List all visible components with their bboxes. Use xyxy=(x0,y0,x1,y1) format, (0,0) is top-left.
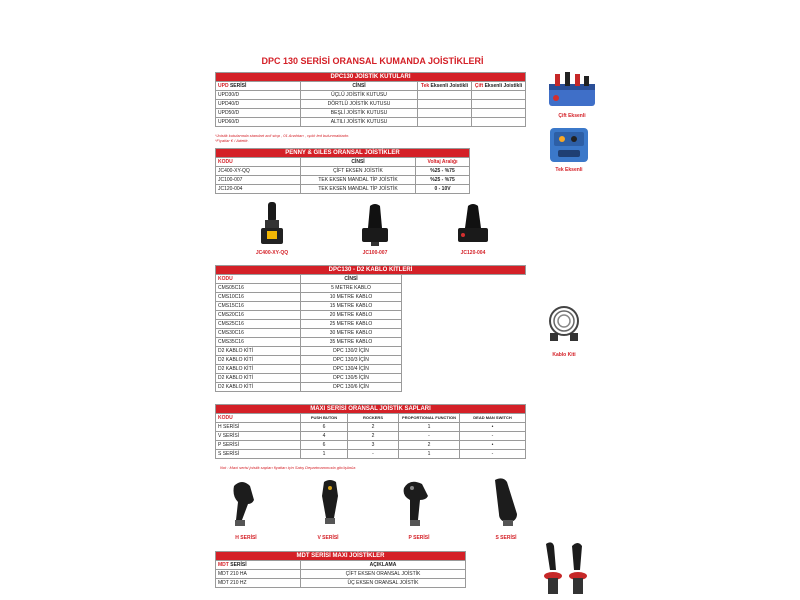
h-series-handle-image xyxy=(228,478,264,528)
caption-double-axis: Çift Eksenli xyxy=(558,113,586,119)
mdt-table-header: MDT SERİSİ MAXI JOİSTİKLER xyxy=(216,552,466,561)
pg-table-header: PENNY & GILES ORANSAL JOİSTİKLER xyxy=(216,149,470,158)
caption-jc400: JC400-XY-QQ xyxy=(255,250,289,256)
caption-s-series: S SERİSİ xyxy=(495,535,517,541)
caption-p-series: P SERİSİ xyxy=(408,535,430,541)
p-series-handle-image xyxy=(400,478,436,528)
table-row: V SERİSİ 4 2 - - xyxy=(216,432,526,441)
table-row: D2 KABLO KİTİ DPC 130/3 İÇİN xyxy=(216,356,526,365)
cable-table-header: DPC130 - D2 KABLO KİTLERİ xyxy=(216,266,526,275)
jc400-joystick-image xyxy=(257,200,287,248)
upd-col-code: UPD SERİSİ xyxy=(216,82,301,91)
maxi-note: Not : Maxi serisi joistik sapları fiyatları için Satış Departmanımızla görüşünüz. xyxy=(220,465,357,470)
table-row: CMS35C16 35 METRE KABLO xyxy=(216,338,526,347)
s-series-handle-image xyxy=(487,476,523,528)
maxi-col-code: KODU xyxy=(216,414,301,423)
table-row: UPD50/D BEŞLİ JOİSTİK KUTUSU xyxy=(216,109,526,118)
double-axis-joystick-box-image xyxy=(546,70,598,110)
table-row: CMS05C16 5 METRE KABLO xyxy=(216,284,526,293)
table-row: MDT 210 HA ÇİFT EKSEN ORANSAL JOİSTİK xyxy=(216,570,466,579)
v-series-handle-image xyxy=(316,478,344,528)
upd-col-double: Çift Eksenli Joistikli xyxy=(471,82,525,91)
upd-note-1: *Joistik kutularında standart acil stop , 01 Anahtarı , ışıklı led bulunmaktadır. xyxy=(215,133,350,138)
table-row: D2 KABLO KİTİ DPC 130/2 İÇİN xyxy=(216,347,526,356)
mdt-col-desc: AÇIKLAMA xyxy=(301,561,466,570)
table-row: D2 KABLO KİTİ DPC 130/4 İÇİN xyxy=(216,365,526,374)
cable-table xyxy=(215,265,526,392)
maxi-col-dead: DEAD MAN SWITCH xyxy=(460,414,526,423)
cable-col-code: KODU xyxy=(216,275,301,284)
caption-h-series: H SERİSİ xyxy=(235,535,257,541)
maxi-col-rockers: ROCKERS xyxy=(348,414,399,423)
caption-jc100: JC100-007 xyxy=(362,250,388,256)
table-row: JC120-004 TEK EKSEN MANDAL TİP JOİSTİK 0 - 10V xyxy=(216,185,470,194)
upd-note-2: *Fiyatlar € / Adettir. xyxy=(215,138,249,143)
table-row: JC100-007 TEK EKSEN MANDAL TİP JOİSTİK %25 - %75 xyxy=(216,176,470,185)
table-row: CMS20C16 20 METRE KABLO xyxy=(216,311,526,320)
upd-table-header: DPC130 JOİSTİK KUTULARI xyxy=(216,73,526,82)
pg-col-type: CİNSİ xyxy=(301,158,416,167)
table-row: P SERİSİ 6 3 2 • xyxy=(216,441,526,450)
table-row: CMS15C16 15 METRE KABLO xyxy=(216,302,526,311)
maxi-col-push: PUSH BUTON xyxy=(301,414,348,423)
caption-cable-kit: Kablo Kiti xyxy=(552,352,576,358)
pg-table xyxy=(215,148,470,194)
caption-jc120: JC120-004 xyxy=(460,250,486,256)
pg-col-voltage: Voltaj Aralığı xyxy=(416,158,470,167)
table-row: MDT 210 HZ ÜÇ EKSEN ORANSAL JOİSTİK xyxy=(216,579,466,588)
table-row: D2 KABLO KİTİ DPC 130/6 İÇİN xyxy=(216,383,526,392)
table-row: JC400-XY-QQ ÇİFT EKSEN JOİSTİK %25 - %75 xyxy=(216,167,470,176)
jc100-joystick-image xyxy=(358,202,392,248)
upd-col-single: Tek Eksenli Joistikli xyxy=(418,82,472,91)
mdt-table xyxy=(215,551,466,588)
upd-col-type: CİNSİ xyxy=(301,82,418,91)
maxi-col-prop: PROPORTIONAL FUNCTION xyxy=(399,414,460,423)
pg-col-code: KODU xyxy=(216,158,301,167)
table-row: CMS25C16 25 METRE KABLO xyxy=(216,320,526,329)
upd-table xyxy=(215,72,526,127)
mdt-col-code: MDT SERİSİ xyxy=(216,561,301,570)
maxi-table xyxy=(215,404,526,459)
table-row: UPD30/D ÜÇLÜ JOİSTİK KUTUSU xyxy=(216,91,526,100)
cable-col-type: CİNSİ xyxy=(301,275,402,284)
table-row: UPD60/D ALTILI JOİSTİK KUTUSU xyxy=(216,118,526,127)
jc120-joystick-image xyxy=(455,202,491,248)
single-axis-joystick-box-image xyxy=(548,124,590,164)
table-row: D2 KABLO KİTİ DPC 130/5 İÇİN xyxy=(216,374,526,383)
page-title: DPC 130 SERİSİ ORANSAL KUMANDA JOİSTİKLERİ xyxy=(261,56,484,66)
table-row: CMS10C16 10 METRE KABLO xyxy=(216,293,526,302)
table-row: S SERİSİ 1 - 1 - xyxy=(216,450,526,459)
mdt-joysticks-image xyxy=(538,540,594,598)
caption-single-axis: Tek Eksenli xyxy=(555,167,583,173)
table-row: CMS30C16 30 METRE KABLO xyxy=(216,329,526,338)
cable-kit-image xyxy=(544,303,584,345)
maxi-table-header: MAXI SERİSİ ORANSAL JOİSTİK SAPLARI xyxy=(216,405,526,414)
table-row: UPD40/D DÖRTLÜ JOİSTİK KUTUSU xyxy=(216,100,526,109)
caption-v-series: V SERİSİ xyxy=(317,535,339,541)
table-row: H SERİSİ 6 2 1 • xyxy=(216,423,526,432)
